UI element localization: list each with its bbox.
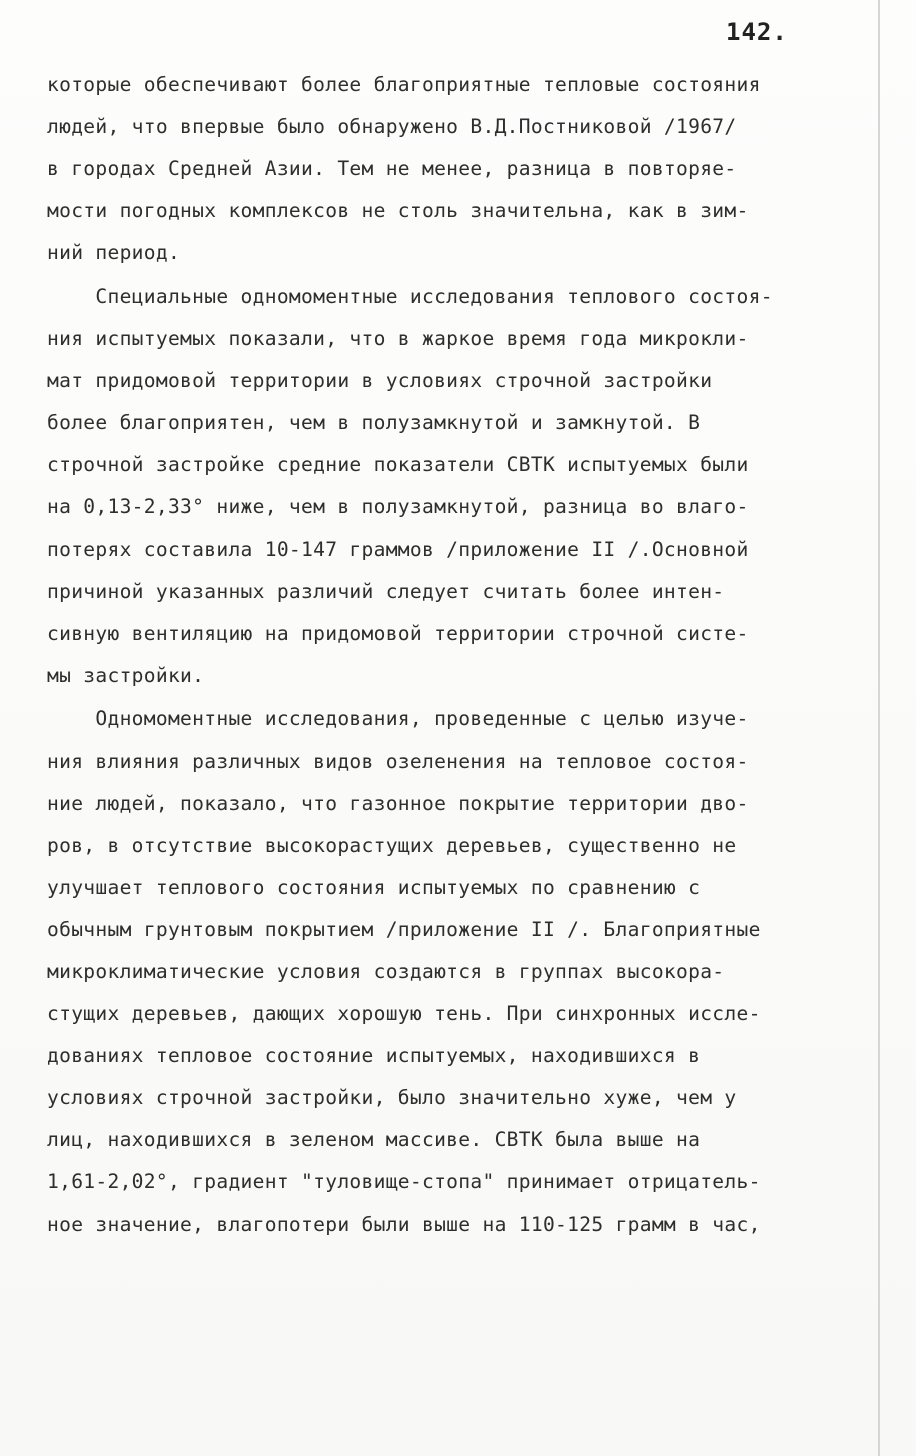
text-line: людей, что впервые было обнаружено В.Д.Постниковой /1967/ bbox=[47, 115, 737, 139]
text-line: стущих деревьев, дающих хорошую тень. При синхронных иссле- bbox=[47, 1002, 761, 1026]
text-line: сивную вентиляцию на придомовой территории строчной систе- bbox=[47, 621, 749, 645]
text-line: более благоприятен, чем в полузамкнутой и замкнутой. В bbox=[47, 411, 701, 435]
text-line: лиц, находившихся в зеленом массиве. СВТК была выше на bbox=[47, 1128, 701, 1152]
text-line: микроклиматические условия создаются в группах высокора- bbox=[47, 959, 725, 983]
page-number: 142. bbox=[726, 18, 788, 46]
text-line: ние людей, показало, что газонное покрытие территории дво- bbox=[47, 791, 749, 815]
text-line: обычным грунтовым покрытием /приложение II /. Благоприятные bbox=[47, 917, 761, 941]
text-line: улучшает теплового состояния испытуемых по сравнению с bbox=[47, 875, 701, 899]
text-line: мости погодных комплексов не столь значительна, как в зим- bbox=[47, 199, 749, 223]
text-line: ное значение, влагопотери были выше на 110-125 грамм в час, bbox=[47, 1212, 761, 1236]
text-line: на 0,13-2,33° ниже, чем в полузамкнутой, разница во влаго- bbox=[47, 495, 749, 519]
text-line: Одномоментные исследования, проведенные с целью изуче- bbox=[47, 707, 749, 731]
text-line: потерях составила 10-147 граммов /приложение II /.Основной bbox=[47, 537, 749, 561]
text-line: ров, в отсутствие высокорастущих деревьев, существенно не bbox=[47, 833, 737, 857]
text-line: ния влияния различных видов озеленения на тепловое состоя- bbox=[47, 749, 749, 773]
text-line: 1,61-2,02°, градиент "туловище-стопа" принимает отрицатель- bbox=[47, 1170, 761, 1194]
text-line: мы застройки. bbox=[47, 663, 205, 687]
text-line: условиях строчной застройки, было значительно хуже, чем у bbox=[47, 1086, 737, 1110]
text-line: ния испытуемых показали, что в жаркое время года микрокли- bbox=[47, 327, 749, 351]
text-line: строчной застройке средние показатели СВТК испытуемых были bbox=[47, 453, 749, 477]
page-edge-line bbox=[878, 0, 880, 1456]
body-text bbox=[47, 64, 873, 1246]
text-line: которые обеспечивают более благоприятные тепловые состояния bbox=[47, 73, 761, 96]
text-line: ний период. bbox=[47, 241, 181, 265]
text-line: мат придомовой территории в условиях строчной застройки bbox=[47, 369, 713, 393]
text-line: в городах Средней Азии. Тем не менее, разница в повторяе- bbox=[47, 157, 737, 181]
text-line: Специальные одномоментные исследования теплового состоя- bbox=[47, 284, 773, 308]
text-line: причиной указанных различий следует считать более интен- bbox=[47, 579, 725, 603]
text-line: дованиях тепловое состояние испытуемых, находившихся в bbox=[47, 1044, 701, 1068]
